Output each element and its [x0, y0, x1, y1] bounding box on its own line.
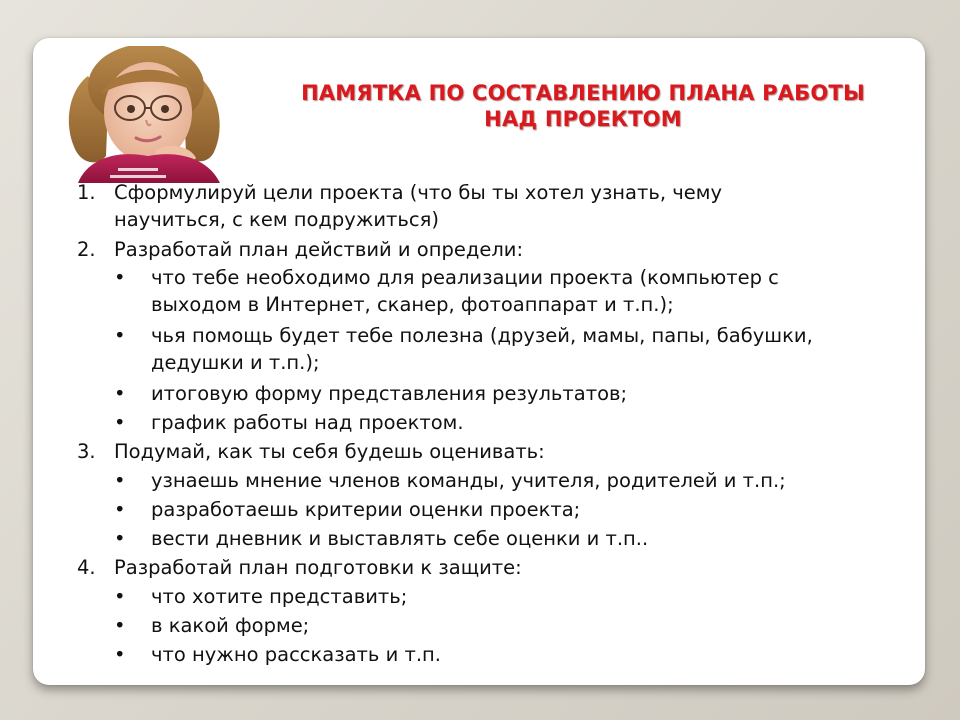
item-4-bullet-2-line-1: в какой форме;: [151, 614, 310, 637]
item-2-bullet-2-line-1: чья помощь будет тебе полезна (друзей, мамы, папы, бабушки,: [151, 324, 813, 347]
item-3-bullet-2-line-1: разработаешь критерии оценки проекта;: [151, 498, 581, 521]
item-2-number: 2.: [77, 238, 96, 261]
item-1-line-1: Сформулируй цели проекта (что бы ты хотел узнать, чему: [114, 181, 723, 204]
item-1-line-2: научиться, с кем подружиться): [114, 208, 439, 231]
bullet-2-2: •: [114, 324, 126, 347]
item-3-bullet-3-line-1: вести дневник и выставлять себе оценки и т.п..: [151, 527, 649, 550]
bullet-3-2: •: [114, 498, 126, 521]
item-2-bullet-4-line-1: график работы над проектом.: [151, 411, 464, 434]
item-1-number: 1.: [77, 181, 96, 204]
bullet-4-3: •: [114, 643, 126, 666]
item-3-line-1: Подумай, как ты себя будешь оценивать:: [114, 440, 545, 463]
item-2-bullet-1-line-1: что тебе необходимо для реализации проекта (компьютер с: [151, 266, 779, 289]
item-3-number: 3.: [77, 440, 96, 463]
bullet-2-4: •: [114, 411, 126, 434]
bullet-4-1: •: [114, 585, 126, 608]
item-4-line-1: Разработай план подготовки к защите:: [114, 556, 522, 579]
bullet-3-1: •: [114, 469, 126, 492]
item-2-bullet-2-line-2: дедушки и т.п.);: [151, 351, 320, 374]
plan-list: [33, 38, 925, 685]
bullet-2-1: •: [114, 266, 126, 289]
title-line-2: НАД ПРОЕКТОМ: [484, 107, 682, 131]
bullet-4-2: •: [114, 614, 126, 637]
item-4-bullet-1-line-1: что хотите представить;: [151, 585, 408, 608]
slide-panel: [33, 38, 925, 685]
item-4-number: 4.: [77, 556, 96, 579]
item-3-bullet-1-line-1: узнаешь мнение членов команды, учителя, родителей и т.п.;: [151, 469, 786, 492]
item-4-bullet-3-line-1: что нужно рассказать и т.п.: [151, 643, 441, 666]
item-2-line-1: Разработай план действий и определи:: [114, 238, 524, 261]
bullet-3-3: •: [114, 527, 126, 550]
bullet-2-3: •: [114, 382, 126, 405]
title-line-1: ПАМЯТКА ПО СОСТАВЛЕНИЮ ПЛАНА РАБОТЫ: [301, 81, 865, 105]
item-2-bullet-1-line-2: выходом в Интернет, сканер, фотоаппарат и т.п.);: [151, 293, 674, 316]
item-2-bullet-3-line-1: итоговую форму представления результатов;: [151, 382, 628, 405]
